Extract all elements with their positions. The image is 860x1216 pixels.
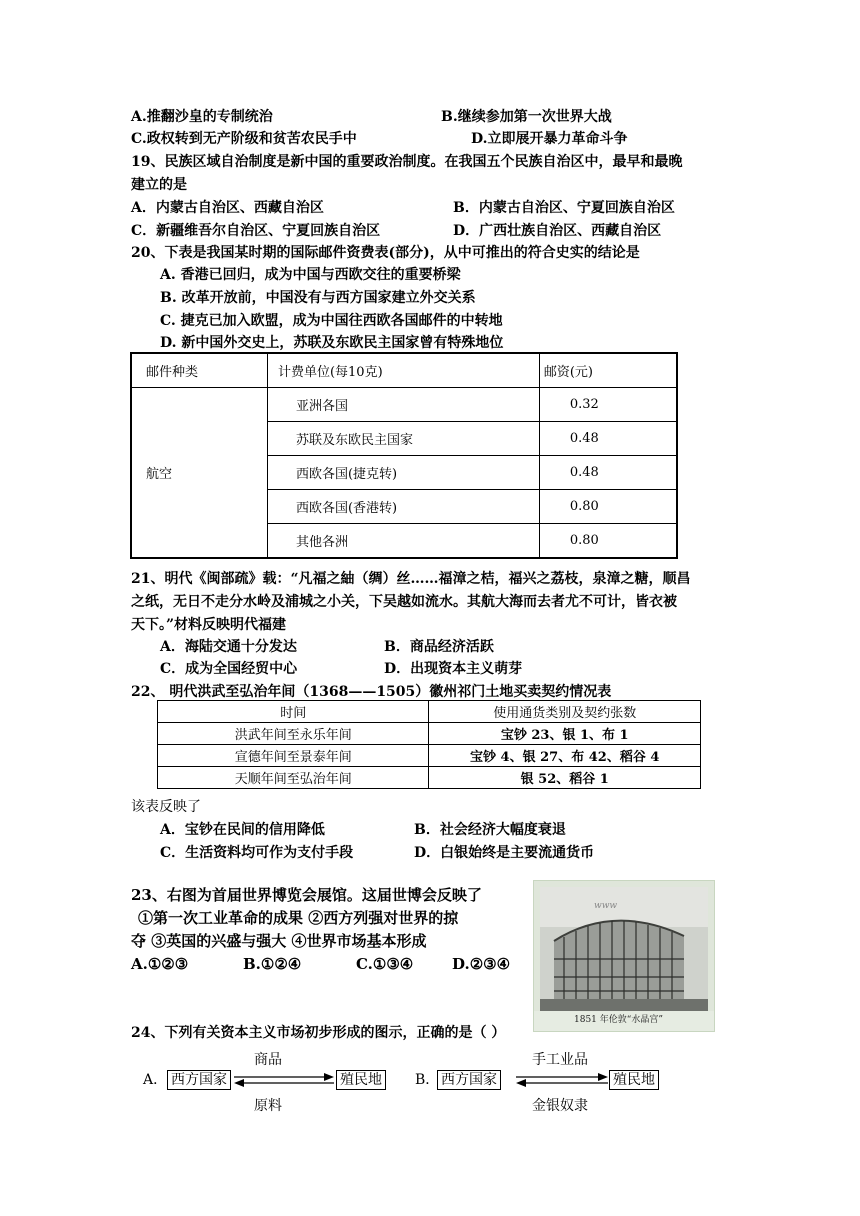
table-row bbox=[158, 723, 701, 745]
q21-option-d: D．出现资本主义萌芽 bbox=[384, 661, 523, 677]
land-contract-header bbox=[158, 701, 701, 723]
q24-b-arrows bbox=[514, 1071, 610, 1089]
q23-option-c: C.①③④ bbox=[356, 955, 414, 973]
q18-option-d: D.立即展开暴力革命斗争 bbox=[471, 131, 628, 147]
header-mail-type: 邮件种类 bbox=[131, 353, 267, 388]
header-currency: 使用通货类别及契约张数 bbox=[429, 701, 701, 723]
region-cell: 西欧各国(香港转) bbox=[267, 490, 539, 524]
q24-b-west-box: 西方国家 bbox=[437, 1070, 501, 1090]
q23-option-a: A.①②③ bbox=[131, 955, 189, 973]
q22-option-d: D．白银始终是主要流通货币 bbox=[414, 845, 595, 861]
price-cell: 0.48 bbox=[539, 422, 677, 456]
q24-a-top-label: 商品 bbox=[254, 1052, 282, 1068]
period-cell: 宣德年间至景泰年间 bbox=[158, 745, 429, 767]
q22-after: 该表反映了 bbox=[131, 799, 201, 815]
q24-b-colony-box: 殖民地 bbox=[609, 1070, 659, 1090]
header-unit: 计费单位(每10克) bbox=[267, 353, 539, 388]
table-row bbox=[158, 745, 701, 767]
price-cell: 0.80 bbox=[539, 524, 677, 559]
q24-a-arrows bbox=[232, 1071, 336, 1089]
q24-b-bottom-label: 金银奴隶 bbox=[532, 1098, 588, 1114]
q23-line3: 夺 ③英国的兴盛与强大 ④世界市场基本形成 bbox=[131, 932, 427, 950]
land-contract-table bbox=[157, 700, 701, 789]
q18-option-c: C.政权转到无产阶级和贫苦农民手中 bbox=[131, 131, 357, 147]
q24-a-bottom-label: 原料 bbox=[254, 1098, 282, 1114]
q24-option-a-label: A． bbox=[143, 1072, 168, 1088]
q22-option-b: B．社会经济大幅度衰退 bbox=[414, 822, 566, 838]
q24-b-top-label: 手工业品 bbox=[532, 1052, 588, 1068]
q19-stem-line2: 建立的是 bbox=[131, 177, 187, 193]
q20-option-b: B. 改革开放前，中国没有与西方国家建立外交关系 bbox=[160, 290, 476, 306]
table-row bbox=[131, 388, 677, 422]
q21-line2: 之纸，无日不走分水岭及浦城之小关，下吴越如流水。其航大海而去者尤不可计，皆衣被 bbox=[131, 594, 677, 610]
crystal-palace-photo bbox=[533, 880, 715, 1032]
price-cell: 0.80 bbox=[539, 490, 677, 524]
q19-option-c: C．新疆维吾尔自治区、宁夏回族自治区 bbox=[131, 223, 381, 239]
category-airmail: 航空 bbox=[131, 388, 267, 559]
postage-table-header bbox=[131, 353, 677, 388]
photo-watermark: www bbox=[594, 901, 618, 911]
region-cell: 其他各洲 bbox=[267, 524, 539, 559]
q23-line2: ①第一次工业革命的成果 ②西方列强对世界的掠 bbox=[138, 909, 459, 927]
region-cell: 亚洲各国 bbox=[267, 388, 539, 422]
crystal-palace-illustration bbox=[534, 881, 714, 1031]
photo-caption: 1851 年伦敦“水晶宫” bbox=[574, 1015, 663, 1025]
q24-a-west-box: 西方国家 bbox=[167, 1070, 231, 1090]
q20-option-d: D. 新中国外交史上，苏联及东欧民主国家曾有特殊地位 bbox=[160, 335, 504, 351]
q22-option-c: C．生活资料均可作为支付手段 bbox=[160, 845, 354, 861]
price-cell: 0.32 bbox=[539, 388, 677, 422]
currency-cell: 宝钞 4、银 27、布 42、稻谷 4 bbox=[429, 745, 701, 767]
q18-option-a: A.推翻沙皇的专制统治 bbox=[131, 109, 273, 125]
q18-option-b: B.继续参加第一次世界大战 bbox=[441, 109, 612, 125]
header-postage: 邮资(元) bbox=[539, 353, 677, 388]
q23-option-b: B.①②④ bbox=[243, 955, 302, 973]
q22-stem: 22、 明代洪武至弘治年间（1368——1505）徽州祁门土地买卖契约情况表 bbox=[131, 684, 612, 700]
q21-option-a: A．海陆交通十分发达 bbox=[160, 639, 297, 655]
period-cell: 洪武年间至永乐年间 bbox=[158, 723, 429, 745]
q24-option-b-label: B． bbox=[415, 1072, 440, 1088]
q20-option-a: A. 香港已回归，成为中国与西欧交往的重要桥梁 bbox=[160, 267, 461, 283]
q21-line3: 天下。”材料反映明代福建 bbox=[131, 617, 287, 633]
q20-option-c: C. 捷克已加入欧盟，成为中国往西欧各国邮件的中转地 bbox=[160, 313, 503, 329]
q23-option-d: D.②③④ bbox=[452, 955, 511, 973]
table-row bbox=[158, 767, 701, 789]
q24-a-colony-box: 殖民地 bbox=[336, 1070, 386, 1090]
region-cell: 西欧各国(捷克转) bbox=[267, 456, 539, 490]
q24-stem: 24、下列有关资本主义市场初步形成的图示，正确的是（ ） bbox=[131, 1025, 506, 1041]
q20-stem: 20、下表是我国某时期的国际邮件资费表(部分)，从中可推出的符合史实的结论是 bbox=[131, 245, 640, 261]
currency-cell: 宝钞 23、银 1、布 1 bbox=[429, 723, 701, 745]
q21-option-b: B．商品经济活跃 bbox=[384, 639, 494, 655]
q19-option-a: A．内蒙古自治区、西藏自治区 bbox=[131, 200, 324, 216]
postage-table bbox=[130, 352, 678, 559]
q23-line1: 23、右图为首届世界博览会展馆。这届世博会反映了 bbox=[131, 886, 482, 904]
q19-option-d: D．广西壮族自治区、西藏自治区 bbox=[453, 223, 662, 239]
price-cell: 0.48 bbox=[539, 456, 677, 490]
region-cell: 苏联及东欧民主国家 bbox=[267, 422, 539, 456]
q19-option-b: B．内蒙古自治区、宁夏回族自治区 bbox=[453, 200, 675, 216]
currency-cell: 银 52、稻谷 1 bbox=[429, 767, 701, 789]
period-cell: 天顺年间至弘治年间 bbox=[158, 767, 429, 789]
header-period: 时间 bbox=[158, 701, 429, 723]
q19-stem-line1: 19、民族区域自治制度是新中国的重要政治制度。在我国五个民族自治区中，最早和最晚 bbox=[131, 154, 683, 170]
q22-option-a: A．宝钞在民间的信用降低 bbox=[160, 822, 325, 838]
q21-option-c: C．成为全国经贸中心 bbox=[160, 661, 298, 677]
q21-line1: 21、明代《闽部疏》载：“凡福之紬（绸）丝……福漳之桔，福兴之荔枝，泉漳之糖，顺昌 bbox=[131, 571, 691, 587]
